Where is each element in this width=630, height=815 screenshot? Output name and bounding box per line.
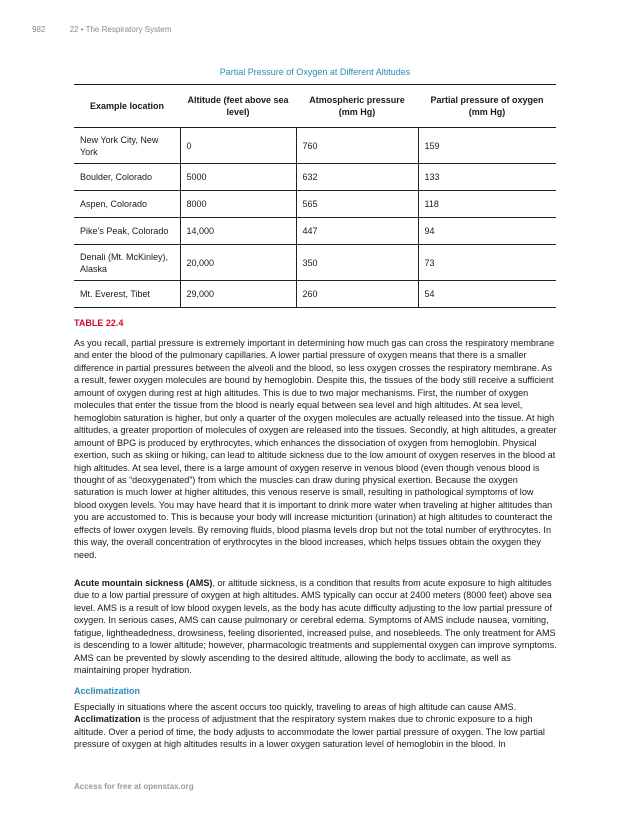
chapter-title: 22 • The Respiratory System [69,25,172,34]
paragraph-partial-pressure: As you recall, partial pressure is extremely important in determining how much gas can cross the respiratory membrane and enter the blood of the pulmonary capillaries. A lower partial pressure of oxygen means that there is a smaller difference in partial pressures between the alveoli and the blood, so less oxygen crosses the respiratory membrane. As a result, fewer oxygen molecules are bound by hemoglobin. Despite this, the tissues of the body still receive a sufficient amount of oxygen during rest at high altitudes. This is due to two major mechanisms. First, the number of oxygen molecules that enter the tissue from the blood is nearly equal between sea level and high altitudes. At sea level, hemoglobin saturation is higher, but only a quarter of the oxygen molecules are actually released into the tissue. At high altitudes, a greater proportion of molecules of oxygen are released into the tissues. Secondly, at high altitudes, a greater amount of BPG is produced by erythrocytes, which enhances the dissociation of oxygen from hemoglobin. Physical exertion, such as skiing or hiking, can lead to altitude sickness due to the low amount of oxygen reserves in the blood at high altitudes. At sea level, there is a large amount of oxygen reserve in venous blood (even though venous blood is thought of as “deoxygenated”) from which the muscles can draw during physical exertion. Because the oxygen saturation is much lower at higher altitudes, this venous reserve is small, resulting in pathological symptoms of low blood oxygen levels. You may have heard that it is important to drink more water when traveling at higher altitudes than you are accustomed to. This is because your body will increase micturition (urination) at high altitudes to counteract the effects of lower oxygen levels. By removing fluids, blood plasma levels drop but not the total number of erythrocytes. In this way, the overall concentration of erythrocytes in the blood increases, which helps tissues obtain the oxygen they need. [74,338,557,560]
table-cell: 8000 [180,191,296,218]
column-header: Example location [74,85,180,128]
table-cell: 159 [418,128,556,164]
table-cell: 73 [418,245,556,281]
page-header [32,25,171,34]
table-row [74,164,556,191]
table-cell: Pike’s Peak, Colorado [74,218,180,245]
column-header: Atmospheric pressure (mm Hg) [296,85,418,128]
table-row [74,128,556,164]
paragraph-acclimatization [74,701,558,751]
table-cell: 760 [296,128,418,164]
table-cell: Denali (Mt. McKinley), Alaska [74,245,180,281]
table-cell: 14,000 [180,218,296,245]
table-cell: 5000 [180,164,296,191]
column-header: Partial pressure of oxygen (mm Hg) [418,85,556,128]
table-cell: Mt. Everest, Tibet [74,281,180,308]
table-row [74,218,556,245]
table-caption: Partial Pressure of Oxygen at Different Altitudes [219,67,411,77]
term-acclimatization: Acclimatization [74,714,141,725]
table-cell: 118 [418,191,556,218]
column-header: Altitude (feet above sea level) [180,85,296,128]
table-cell: 20,000 [180,245,296,281]
table-cell: 565 [296,191,418,218]
table-cell: 632 [296,164,418,191]
table-cell: 350 [296,245,418,281]
paragraph-ams [74,577,558,677]
table-cell: Boulder, Colorado [74,164,180,191]
table-cell: 0 [180,128,296,164]
term-ams: Acute mountain sickness (AMS) [74,578,213,588]
table-cell: 447 [296,218,418,245]
table-cell: 133 [418,164,556,191]
table-row [74,191,556,218]
table-cell: 54 [418,281,556,308]
section-heading: Acclimatization [74,686,141,696]
table-row [74,281,556,308]
table-row [74,245,556,281]
table-cell: Aspen, Colorado [74,191,180,218]
altitude-table [74,84,556,308]
table-header-row [74,85,556,128]
table-cell: 260 [296,281,418,308]
paragraph-ams-text: , or altitude sickness, is a condition that results from acute exposure to high altitudes due to a low partial pressure of oxygen at high altitudes. AMS typically can occur at 2400 meters (8000 feet) above sea level. AMS is a result of low blood oxygen levels, as the body has acute difficulty adjusting to the low partial pressure of oxygen. In serious cases, AMS can cause pulmonary or cerebral edema. Symptoms of AMS include nausea, vomiting, fatigue, lightheadedness, drowsiness, feeling disoriented, increased pulse, and nosebleeds. The only treatment for AMS is descending to a lower altitude; however, pharmacologic treatments and supplemental oxygen can improve symptoms. AMS can be prevented by slowly ascending to the desired altitude, allowing the body to acclimate, as well as maintaining proper hydration. [74,578,557,676]
page-number: 982 [32,25,46,34]
table-cell: New York City, New York [74,128,180,164]
table-cell: 29,000 [180,281,296,308]
footer-link[interactable]: Access for free at openstax.org [74,782,194,791]
acclimatization-text-before: Especially in situations where the ascent occurs too quickly, traveling to areas of high altitude can cause AMS. [74,702,517,712]
table-label: TABLE 22.4 [74,318,124,328]
acclimatization-text-after: is the process of adjustment that the respiratory system makes due to chronic exposure to a high altitude. Over a period of time, the body adjusts to accommodate the lower partial pressure of oxygen. The low partial pressure of oxygen at high altitudes results in a lower oxygen saturation level of hemoglobin in the blood. In [74,714,545,750]
table-cell: 94 [418,218,556,245]
